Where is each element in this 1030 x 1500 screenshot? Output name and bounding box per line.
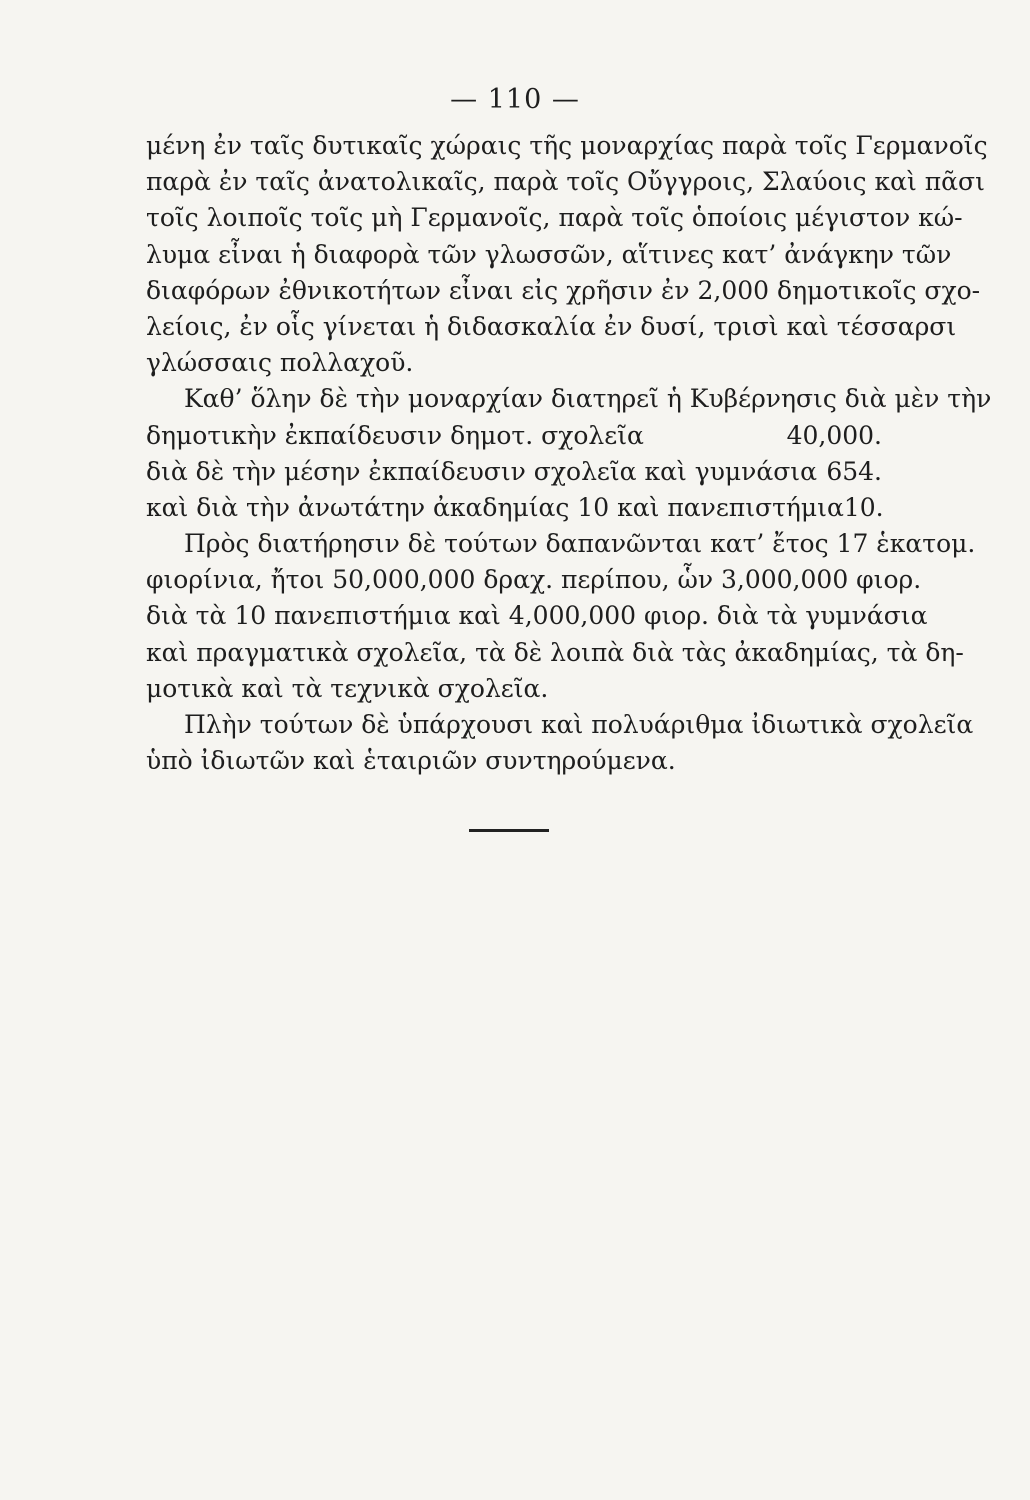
text-line: μοτικὰ καὶ τὰ τεχνικὰ σχολεῖα. [146, 673, 549, 703]
text-line: Πλὴν τούτων δὲ ὑπάρχουσι καὶ πολυάριθμα ἰδιωτικὰ σχολεῖα [184, 710, 974, 739]
text-line: Καθ’ ὅλην δὲ τὴν μοναρχίαν διατηρεῖ ἡ Κυβέρνησις διὰ μὲν τὴν [184, 384, 992, 414]
text-line: γλώσσαις πολλαχοῦ. [146, 348, 414, 378]
stat-value: 654. [826, 456, 882, 486]
text-line: διαφόρων ἐθνικοτήτων εἶναι εἰς χρῆσιν ἐν 2,000 δημοτικοῖς σχο- [146, 275, 981, 305]
text-line: καὶ πραγματικὰ σχολεῖα, τὰ δὲ λοιπὰ διὰ τὰς ἀκαδημίας, τὰ δη- [146, 637, 964, 667]
text-line: παρὰ ἐν ταῖς ἀνατολικαῖς, παρὰ τοῖς Οὔγγροις, Σλαύοις καὶ πᾶσι [146, 167, 985, 197]
stat-value: 10. [843, 492, 884, 522]
stat-label: διὰ δὲ τὴν μέσην ἐκπαίδευσιν σχολεῖα καὶ γυμνάσια [146, 456, 817, 486]
section-divider [469, 829, 549, 832]
stat-row [146, 454, 882, 490]
text-line: τοῖς λοιποῖς τοῖς μὴ Γερμανοῖς, παρὰ τοῖς ὁποίοις μέγιστον κώ- [146, 203, 963, 233]
stat-label: καὶ διὰ τὴν ἀνωτάτην ἀκαδημίας 10 καὶ πανεπιστήμια [146, 492, 844, 522]
stat-value: 40,000. [786, 420, 882, 450]
body-text [146, 128, 992, 779]
text-line: φιορίνια, ἤτοι 50,000,000 δραχ. περίπου, ὧν 3,000,000 φιορ. [146, 565, 922, 595]
text-line: διὰ τὰ 10 πανεπιστήμια καὶ 4,000,000 φιορ. διὰ τὰ γυμνάσια [146, 601, 928, 631]
stat-label: δημοτικὴν ἐκπαίδευσιν δημοτ. σχολεῖα [146, 420, 644, 450]
page-number: — 110 — [450, 84, 580, 115]
text-line: μένη ἐν ταῖς δυτικαῖς χώραις τῆς μοναρχίας παρὰ τοῖς Γερμανοῖς [146, 131, 988, 160]
stat-row [146, 418, 882, 454]
text-line: λείοις, ἐν οἷς γίνεται ἡ διδασκαλία ἐν δυσί, τρισὶ καὶ τέσσαρσι [146, 311, 957, 341]
stat-row [146, 490, 882, 526]
text-line: Πρὸς διατήρησιν δὲ τούτων δαπανῶνται κατ’ ἔτος 17 ἑκατομ. [184, 529, 976, 559]
text-line: λυμα εἶναι ἡ διαφορὰ τῶν γλωσσῶν, αἵτινες κατ’ ἀνάγκην τῶν [146, 239, 952, 269]
text-line: ὑπὸ ἰδιωτῶν καὶ ἑταιριῶν συντηρούμενα. [146, 746, 676, 776]
